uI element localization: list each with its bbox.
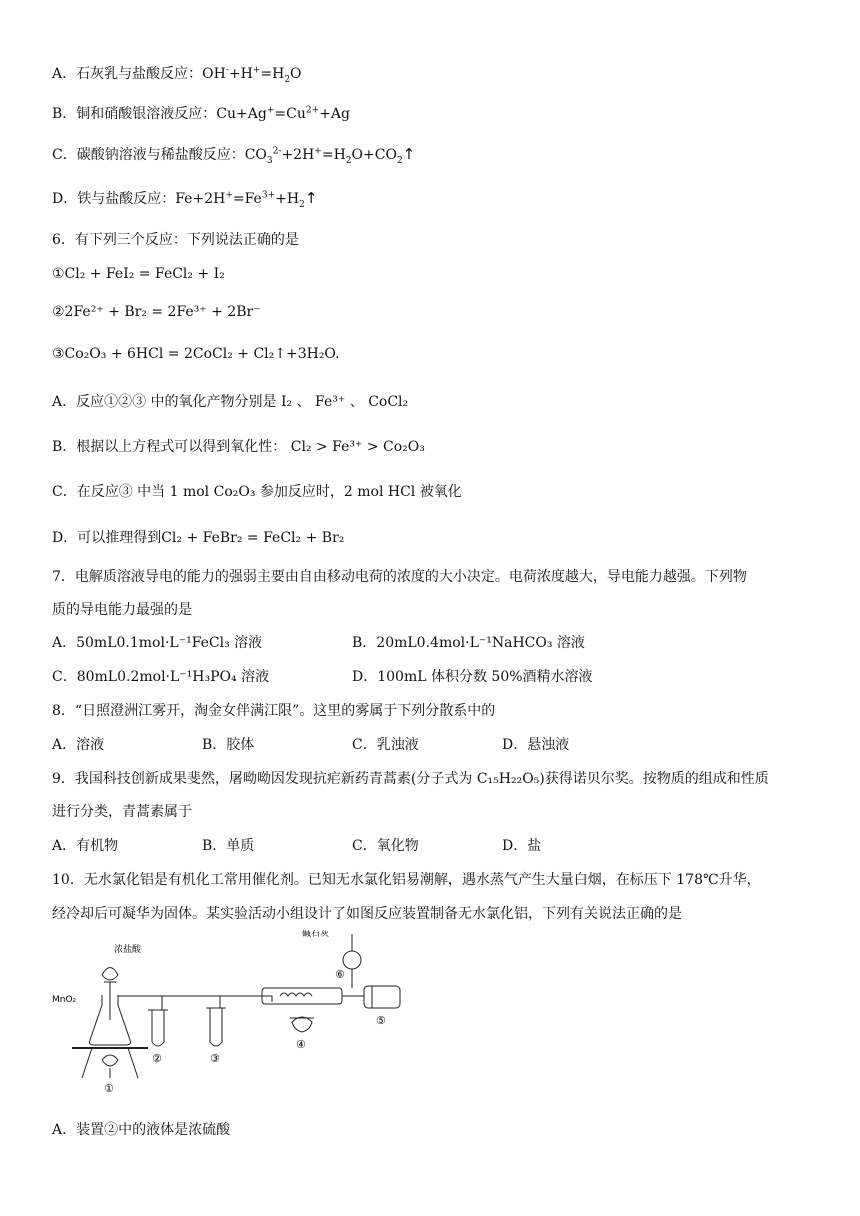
q6-reaction-2: ②2Fe²⁺ + Br₂ = 2Fe³⁺ + 2Br⁻ (52, 304, 261, 320)
q9-stem-line1: 9．我国科技创新成果斐然，屠呦呦因发现抗疟新药青蒿素(分子式为 C₁₅H₂₂O₅)获得诺贝尔奖。按物质的组成和性质 (52, 771, 769, 787)
drying-tube-6 (343, 934, 361, 988)
q5-option-c: C．碳酸钠溶液与稀盐酸反应：$CO_3^{2-}+2H^+=H_2O+CO_2↑$ (52, 145, 416, 166)
q6-option-c: C．在反应③ 中当 1 mol Co₂O₃ 参加反应时，2 mol HCl 被氧化 (52, 484, 462, 500)
q9-option-b: B．单质 (202, 838, 255, 854)
q8-option-b: B．胶体 (202, 737, 255, 753)
q6-option-b: B．根据以上方程式可以得到氧化性： Cl₂ > Fe³⁺ > Co₂O₃ (52, 439, 425, 455)
label-n4: ④ (296, 1038, 306, 1051)
q9-option-a: A．有机物 (52, 838, 119, 854)
q5-c-equation: $CO_3^{2-}+2H^+=H_2O+CO_2↑$ (244, 145, 416, 166)
tube-1-2 (118, 996, 162, 1010)
label-n1: ① (104, 1082, 114, 1095)
q5-option-a: A．石灰乳与盐酸反应：$OH^-+H^+=H_2O$ (52, 65, 302, 85)
q6-reaction-3: ③Co₂O₃ + 6HCl = 2CoCl₂ + Cl₂↑+3H₂O. (52, 346, 340, 362)
q7-option-c: C．80mL0.2mol·L⁻¹H₃PO₄ 溶液 (52, 669, 270, 685)
q5-b-equation: $Cu+Ag^+=Cu^{2+}+Ag$ (216, 105, 350, 122)
q8-option-a: A．溶液 (52, 737, 105, 753)
collector-5 (342, 986, 400, 1008)
q5-a-equation: $OH^-+H^+=H_2O$ (202, 65, 302, 85)
q7-stem-line2: 质的导电能力最强的是 (52, 602, 192, 618)
label-n2: ② (152, 1052, 162, 1065)
bottle-3 (206, 1008, 226, 1046)
label-n6: ⑥ (335, 968, 345, 981)
bottle-2 (148, 1010, 168, 1046)
q10-stem-line2: 经冷却后可凝华为固体。某实验活动小组设计了如图反应装置制备无水氯化铝，下列有关说法正确的是 (52, 906, 682, 922)
label-mno2: MnO₂ (52, 995, 77, 1005)
label-conc-hcl: 浓盐酸 (114, 945, 142, 955)
q10-stem-line1: 10．无水氯化铝是有机化工常用催化剂。已知无水氯化铝易潮解，遇水蒸气产生大量白烟，在标压下 178℃升华， (52, 872, 761, 888)
q8-stem: 8．“日照澄洲江雾开，淘金女伴满江限”。这里的雾属于下列分散系中的 (52, 703, 496, 719)
q5-d-equation: $Fe+2H^+=Fe^{3+}+H_2↑$ (175, 189, 318, 210)
label-soda-lime: 碱石灰 (302, 930, 330, 939)
q9-stem-line2: 进行分类，青蒿素属于 (52, 804, 192, 820)
q8-option-d: D．悬浊液 (502, 737, 570, 753)
q10-option-a: A．装置②中的液体是浓硫酸 (52, 1122, 231, 1138)
q7-option-b: B．20mL0.4mol·L⁻¹NaHCO₃ 溶液 (352, 635, 585, 651)
q7-option-a: A．50mL0.1mol·L⁻¹FeCl₃ 溶液 (52, 635, 263, 651)
q7-option-d: D．100mL 体积分数 50%酒精水溶液 (352, 669, 593, 685)
q8-option-c: C．乳浊液 (352, 737, 419, 753)
q7-stem-line1: 7．电解质溶液导电的能力的强弱主要由自由移动电荷的浓度的大小决定。电荷浓度越大，导电能力越强。下列物 (52, 569, 747, 585)
q9-option-d: D．盐 (502, 838, 542, 854)
q6-option-d: D．可以推理得到Cl₂ + FeBr₂ = FeCl₂ + Br₂ (52, 530, 345, 546)
q5-option-b: B．铜和硝酸银溶液反应：$Cu+Ag^+=Cu^{2+}+Ag$ (52, 105, 350, 122)
label-n3: ③ (210, 1052, 220, 1065)
label-n5: ⑤ (376, 1014, 386, 1027)
dropping-funnel (102, 968, 118, 1021)
q6-stem: 6．有下列三个反应：下列说法正确的是 (52, 232, 299, 248)
reaction-tube-4 (262, 988, 342, 1032)
q6-option-a: A．反应①②③ 中的氧化产物分别是 I₂ 、 Fe³⁺ 、 CoCl₂ (52, 394, 409, 410)
q9-option-c: C．氧化物 (352, 838, 419, 854)
q6-reaction-1: ①Cl₂ + FeI₂ = FeCl₂ + I₂ (52, 266, 225, 282)
apparatus-figure (52, 930, 412, 1100)
q5-option-d: D．铁与盐酸反应：$Fe+2H^+=Fe^{3+}+H_2↑$ (52, 189, 318, 210)
